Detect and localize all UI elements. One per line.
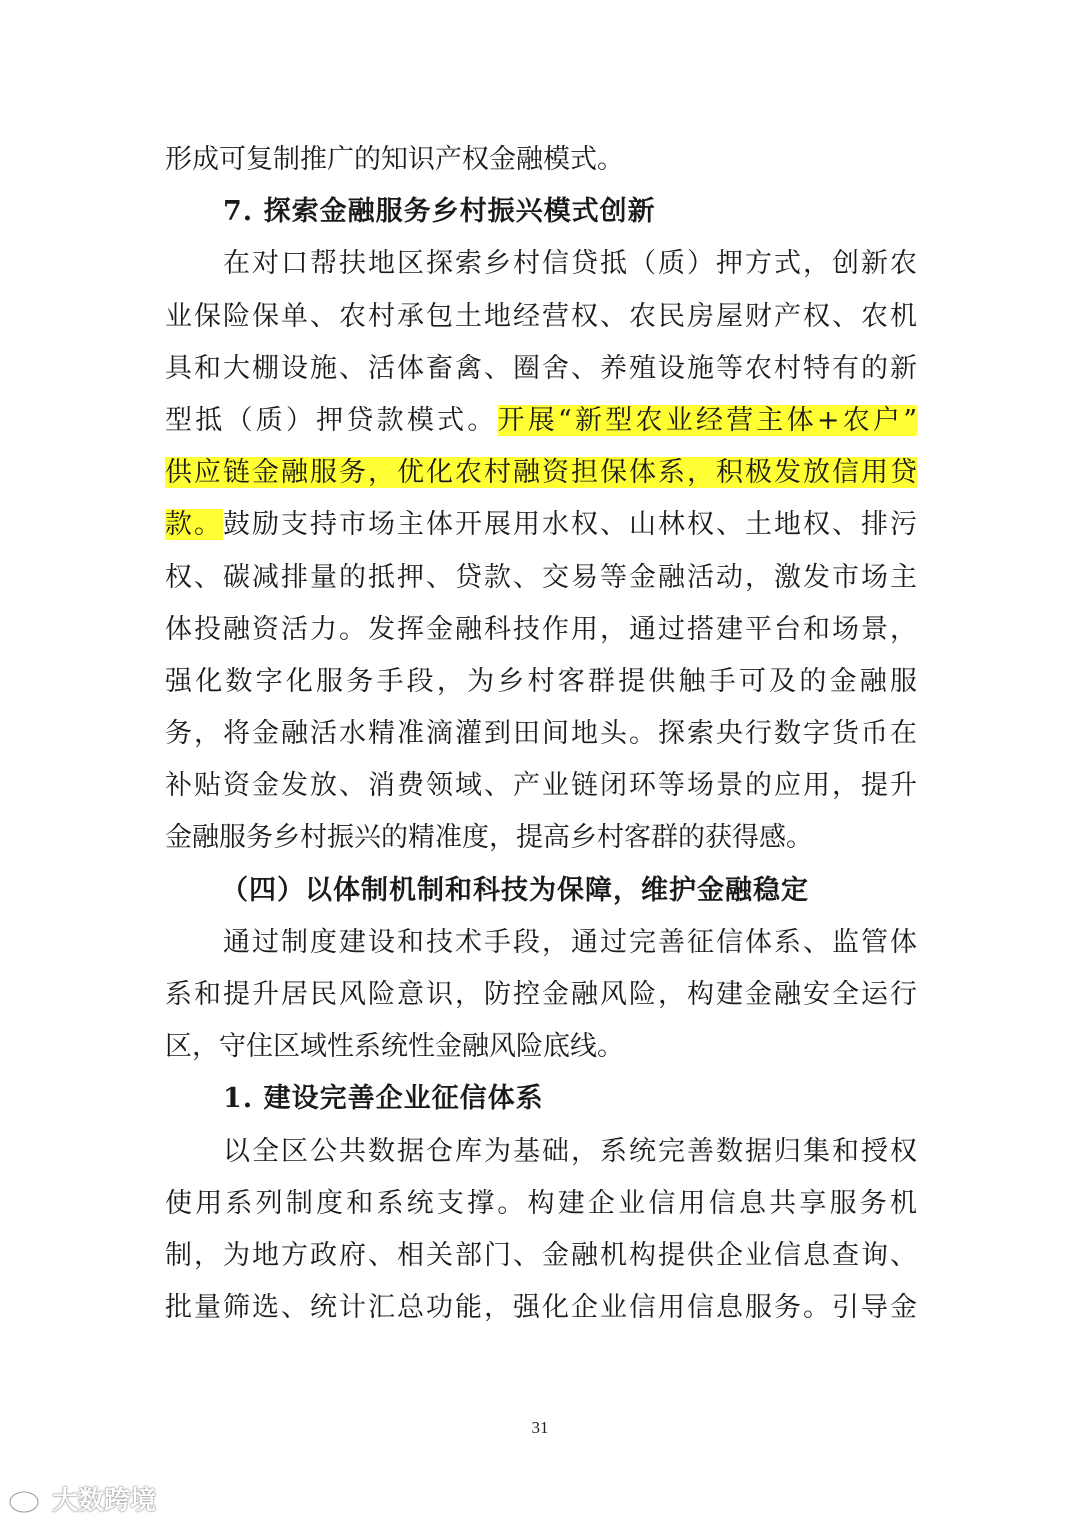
paragraph-line: 形成可复制推广的知识产权金融模式。 bbox=[165, 144, 624, 175]
paragraph-line: 制，为地方政府、相关部门、金融机构提供企业信息查询、 bbox=[165, 1239, 917, 1271]
paragraph-line: 体投融资活力。发挥金融科技作用，通过搭建平台和场景， bbox=[165, 613, 917, 645]
highlighted-text: 供应链金融服务，优化农村融资担保体系，积极发放信用贷 bbox=[165, 457, 917, 489]
paragraph-line: 权、碳减排量的抵押、贷款、交易等金融活动，激发市场主 bbox=[165, 561, 917, 593]
paragraph-line: 通过制度建设和技术手段，通过完善征信体系、监管体 bbox=[223, 926, 917, 958]
watermark-text: 大数跨境 bbox=[52, 1486, 157, 1516]
paragraph-line: 批量筛选、统计汇总功能，强化企业信用信息服务。引导金 bbox=[165, 1292, 917, 1324]
paragraph-text: 型抵（质）押贷款模式。 bbox=[165, 404, 498, 436]
paragraph-line: 使用系列制度和系统支撑。构建企业信用信息共享服务机 bbox=[165, 1187, 917, 1219]
paragraph-line: 以全区公共数据仓库为基础，系统完善数据归集和授权 bbox=[223, 1135, 917, 1167]
paragraph-line: 具和大棚设施、活体畜禽、圈舍、养殖设施等农村特有的新 bbox=[165, 352, 917, 384]
paragraph-line bbox=[165, 395, 917, 447]
section-heading-1: 1. 建设完善企业征信体系 bbox=[223, 1083, 544, 1115]
paragraph-line: 业保险保单、农村承包土地经营权、农民房屋财产权、农机 bbox=[165, 300, 917, 332]
paragraph-line: 在对口帮扶地区探索乡村信贷抵（质）押方式，创新农 bbox=[223, 248, 917, 280]
paragraph-line: 金融服务乡村振兴的精准度，提高乡村客群的获得感。 bbox=[165, 822, 813, 854]
paragraph-line: 补贴资金发放、消费领域、产业链闭环等场景的应用，提升 bbox=[165, 770, 917, 802]
paragraph-line: 系和提升居民风险意识，防控金融风险，构建金融安全运行 bbox=[165, 979, 917, 1010]
page-number: 31 bbox=[531, 1418, 549, 1437]
section-heading-7: 7. 探索金融服务乡村振兴模式创新 bbox=[223, 196, 656, 228]
section-heading-4: （四）以体制机制和科技为保障，维护金融稳定 bbox=[221, 874, 809, 906]
paragraph-line: 区，守住区域性系统性金融风险底线。 bbox=[165, 1031, 624, 1063]
paragraph-line bbox=[165, 447, 917, 499]
paragraph-line: 务，将金融活水精准滴灌到田间地头。探索央行数字货币在 bbox=[165, 718, 917, 750]
highlighted-text: 开展“新型农业经营主体+农户” bbox=[497, 404, 918, 436]
paragraph-line: 强化数字化服务手段，为乡村客群提供触手可及的金融服 bbox=[165, 665, 917, 697]
watermark bbox=[8, 1480, 156, 1517]
paragraph-text: 鼓励支持市场主体开展用水权、山林权、土地权、排污 bbox=[223, 509, 917, 541]
paragraph-line bbox=[165, 499, 917, 551]
document-page bbox=[165, 134, 917, 1334]
weibo-logo-icon bbox=[8, 1484, 46, 1514]
highlighted-text: 款。 bbox=[165, 509, 223, 541]
